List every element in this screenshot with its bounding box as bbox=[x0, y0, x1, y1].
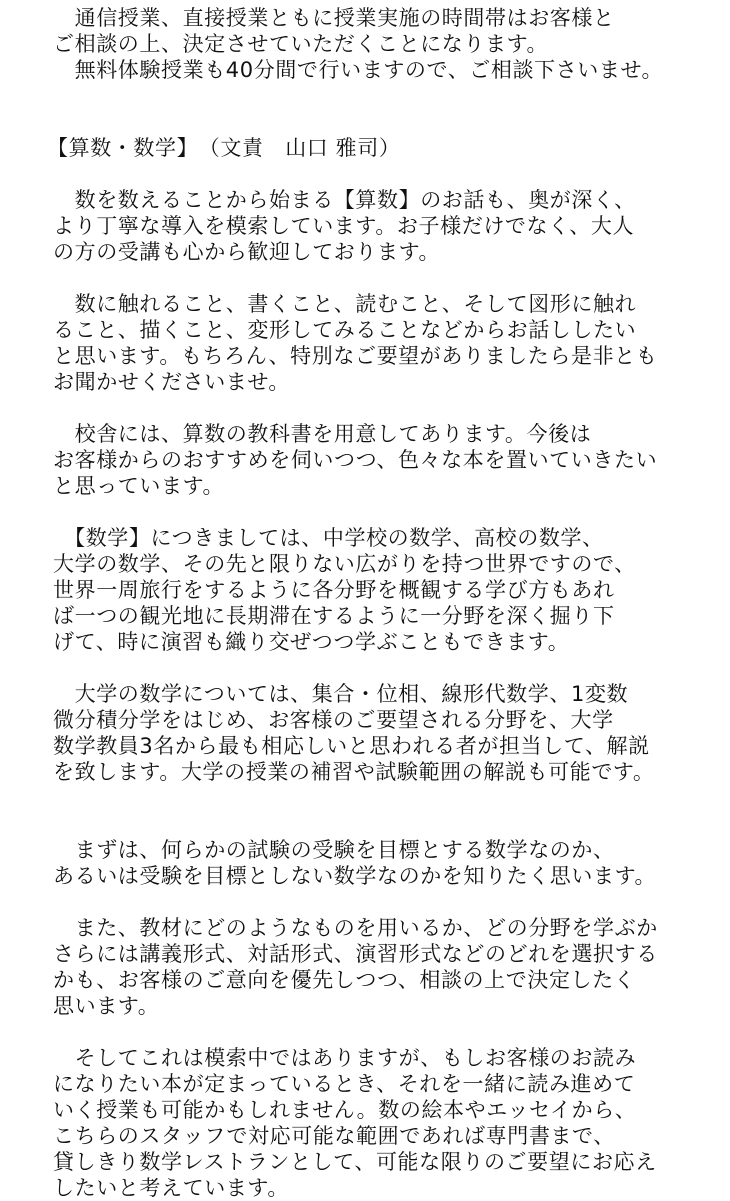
paragraph-line: 数学教員3名から最も相応しいと思われる者が担当して、解説 bbox=[53, 734, 650, 758]
paragraph-line: お聞かせくださいませ。 bbox=[53, 370, 290, 394]
paragraph-line: 微分積分学をはじめ、お客様のご要望される分野を、大学 bbox=[53, 708, 614, 732]
paragraph-line: 貸しきり数学レストランとして、可能な限りのご要望にお応え bbox=[53, 1150, 657, 1174]
paragraph-line: いく授業も可能かもしれません。数の絵本やエッセイから、 bbox=[53, 1098, 637, 1122]
paragraph-line: を致します。大学の授業の補習や試験範囲の解説も可能です。 bbox=[53, 760, 655, 784]
paragraph-line: 数を数えることから始まる【算数】のお話も、奥が深く、 bbox=[53, 188, 636, 212]
section-heading: 【算数・数学】 （文責 山口 雅司） bbox=[47, 136, 401, 160]
paragraph-line: の方の受講も心から歓迎しております。 bbox=[53, 240, 441, 264]
intro-line: ご相談の上、決定させていただくことになります。 bbox=[53, 32, 549, 56]
paragraph-line: したいと考えています。 bbox=[53, 1176, 289, 1200]
intro-line: 通信授業、直接授業ともに授業実施の時間帯はお客様と bbox=[53, 6, 615, 30]
paragraph-line: 世界一周旅行をするように各分野を概観する学び方もあれ bbox=[53, 578, 615, 602]
paragraph-line: ること、描くこと、変形してみることなどからお話ししたい bbox=[53, 318, 637, 342]
paragraph-line: ば一つの観光地に長期滞在するように一分野を深く掘り下 bbox=[53, 604, 615, 628]
paragraph-line: と思います。もちろん、特別なご要望がありましたら是非とも bbox=[53, 344, 658, 368]
paragraph-line: になりたい本が定まっているとき、それを一緒に読み進めて bbox=[53, 1072, 636, 1096]
paragraph-line: さらには講義形式、対話形式、演習形式などのどれを選択する bbox=[53, 942, 658, 966]
paragraph-line: と思っています。 bbox=[53, 474, 225, 498]
paragraph-line: また、教材にどのようなものを用いるか、どの分野を学ぶか bbox=[53, 916, 658, 940]
paragraph-line: お客様からのおすすめを伺いつつ、色々な本を置いていきたい bbox=[53, 448, 658, 472]
intro-line: 無料体験授業も40分間で行いますので、ご相談下さいませ。 bbox=[53, 58, 664, 82]
paragraph-line: 数に触れること、書くこと、読むこと、そして図形に触れ bbox=[53, 292, 637, 316]
paragraph-line: そしてこれは模索中ではありますが、もしお客様のお読み bbox=[53, 1046, 637, 1070]
paragraph-line: こちらのスタッフで対応可能な範囲であれば専門書まで、 bbox=[53, 1124, 615, 1148]
paragraph-line: 大学の数学、その先と限りない広がりを持つ世界ですので、 bbox=[53, 552, 636, 576]
paragraph-line: 校舎には、算数の教科書を用意してあります。今後は bbox=[53, 422, 592, 446]
paragraph-line: 思います。 bbox=[53, 994, 160, 1018]
paragraph-line: より丁寧な導入を模索しています。お子様だけでなく、大人 bbox=[53, 214, 635, 238]
paragraph-line: 【数学】につきましては、中学校の数学、高校の数学、 bbox=[53, 526, 604, 550]
paragraph-line: げて、時に演習も織り交ぜつつ学ぶこともできます。 bbox=[53, 630, 570, 654]
paragraph-line: かも、お客様のご意向を優先しつつ、相談の上で決定したく bbox=[53, 968, 636, 992]
paragraph-line: 大学の数学については、集合・位相、線形代数学、1変数 bbox=[53, 682, 629, 706]
paragraph-line: まずは、何らかの試験の受験を目標とする数学なのか、 bbox=[53, 838, 615, 862]
paragraph-line: あるいは受験を目標としない数学なのかを知りたく思います。 bbox=[53, 864, 657, 888]
